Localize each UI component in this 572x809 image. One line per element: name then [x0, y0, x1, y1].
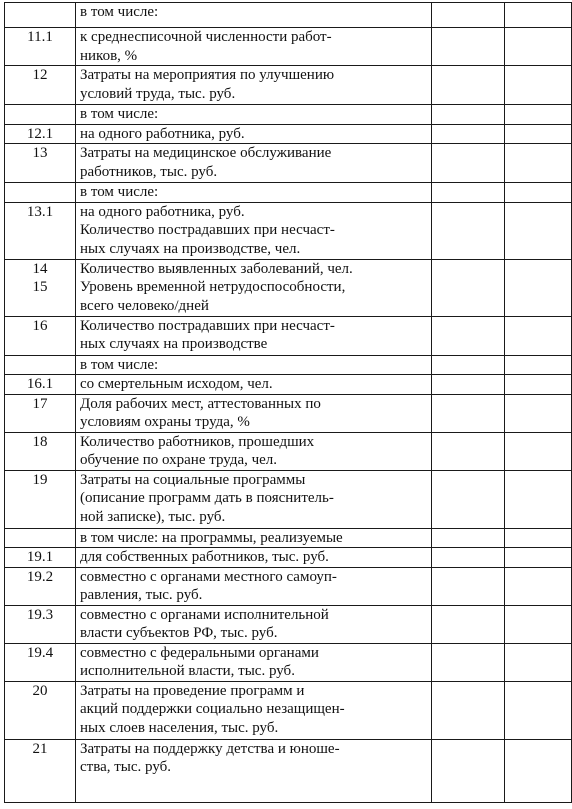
row-number-cell: 18 [5, 432, 76, 470]
row-number-cell: 21 [5, 739, 76, 802]
table-row [5, 548, 572, 568]
value-cell-2[interactable] [505, 567, 572, 605]
table-row [5, 28, 572, 66]
table-row [5, 66, 572, 105]
table-row [5, 202, 572, 259]
value-cell-2[interactable] [505, 144, 572, 183]
row-number-cell: 19.3 [5, 605, 76, 643]
table-row [5, 432, 572, 470]
value-cell-1[interactable] [432, 470, 505, 528]
value-cell-1[interactable] [432, 681, 505, 739]
value-cell-2[interactable] [505, 259, 572, 316]
indicator-name-cell: в том числе: на программы, реализуемые [76, 528, 432, 548]
value-cell-1[interactable] [432, 28, 505, 66]
row-number-cell: 13 [5, 144, 76, 183]
indicator-name-cell: Затраты на поддержку детства и юноше- ства, тыс. руб. [76, 739, 432, 802]
indicator-name-cell: совместно с органами местного самоуп- равления, тыс. руб. [76, 567, 432, 605]
row-number-cell: 19.1 [5, 548, 76, 568]
value-cell-1[interactable] [432, 643, 505, 681]
value-cell-2[interactable] [505, 28, 572, 66]
table-row [5, 259, 572, 316]
value-cell-2[interactable] [505, 394, 572, 432]
value-cell-1[interactable] [432, 124, 505, 144]
table-row [5, 124, 572, 144]
value-cell-2[interactable] [505, 105, 572, 125]
indicator-name-cell: Количество пострадавших при несчаст- ных случаях на производстве [76, 316, 432, 355]
indicator-name-cell: в том числе: [76, 355, 432, 375]
value-cell-1[interactable] [432, 144, 505, 183]
value-cell-1[interactable] [432, 605, 505, 643]
row-number-cell: 12 [5, 66, 76, 105]
indicator-name-cell: Доля рабочих мест, аттестованных по условиям охраны труда, % [76, 394, 432, 432]
indicators-table [4, 2, 572, 803]
table-row [5, 739, 572, 802]
value-cell-2[interactable] [505, 739, 572, 802]
indicator-name-cell: к среднесписочной численности работ- ников, % [76, 28, 432, 66]
row-number-cell: 13.1 [5, 202, 76, 259]
value-cell-1[interactable] [432, 316, 505, 355]
table-row [5, 394, 572, 432]
indicator-name-cell: Затраты на мероприятия по улучшению условий труда, тыс. руб. [76, 66, 432, 105]
indicator-name-cell: Количество работников, прошедших обучение по охране труда, чел. [76, 432, 432, 470]
value-cell-2[interactable] [505, 605, 572, 643]
value-cell-1[interactable] [432, 739, 505, 802]
value-cell-1[interactable] [432, 375, 505, 395]
row-number-cell [5, 3, 76, 28]
value-cell-2[interactable] [505, 375, 572, 395]
row-number-cell: 19 [5, 470, 76, 528]
value-cell-1[interactable] [432, 66, 505, 105]
table-row [5, 183, 572, 203]
value-cell-1[interactable] [432, 183, 505, 203]
indicator-name-cell: совместно с федеральными органами исполнительной власти, тыс. руб. [76, 643, 432, 681]
table-row [5, 3, 572, 28]
value-cell-1[interactable] [432, 355, 505, 375]
indicator-name-cell: Затраты на социальные программы (описание программ дать в пояснитель- ной записке), тыс. руб. [76, 470, 432, 528]
value-cell-1[interactable] [432, 259, 505, 316]
table-row [5, 681, 572, 739]
row-number-cell [5, 105, 76, 125]
value-cell-1[interactable] [432, 567, 505, 605]
table-row [5, 375, 572, 395]
value-cell-2[interactable] [505, 316, 572, 355]
value-cell-1[interactable] [432, 105, 505, 125]
value-cell-2[interactable] [505, 548, 572, 568]
value-cell-2[interactable] [505, 66, 572, 105]
table-row [5, 105, 572, 125]
value-cell-1[interactable] [432, 528, 505, 548]
indicator-name-cell: в том числе: [76, 105, 432, 125]
row-number-cell [5, 183, 76, 203]
indicator-name-cell: Затраты на проведение программ и акций поддержки социально незащищен- ных слоев населения, тыс. руб. [76, 681, 432, 739]
value-cell-2[interactable] [505, 3, 572, 28]
value-cell-2[interactable] [505, 528, 572, 548]
value-cell-1[interactable] [432, 432, 505, 470]
row-number-cell: 17 [5, 394, 76, 432]
table-row [5, 355, 572, 375]
value-cell-1[interactable] [432, 202, 505, 259]
value-cell-2[interactable] [505, 643, 572, 681]
indicators-table-body [5, 3, 572, 803]
row-number-cell [5, 355, 76, 375]
row-number-cell: 12.1 [5, 124, 76, 144]
value-cell-1[interactable] [432, 548, 505, 568]
row-number-cell: 16.1 [5, 375, 76, 395]
row-number-cell: 14 15 [5, 259, 76, 316]
row-number-cell: 19.2 [5, 567, 76, 605]
table-row [5, 316, 572, 355]
table-row [5, 528, 572, 548]
indicator-name-cell: со смертельным исходом, чел. [76, 375, 432, 395]
table-row [5, 605, 572, 643]
table-row [5, 643, 572, 681]
indicator-name-cell: для собственных работников, тыс. руб. [76, 548, 432, 568]
value-cell-2[interactable] [505, 355, 572, 375]
value-cell-2[interactable] [505, 124, 572, 144]
row-number-cell: 16 [5, 316, 76, 355]
row-number-cell: 11.1 [5, 28, 76, 66]
indicator-name-cell: совместно с органами исполнительной власти субъектов РФ, тыс. руб. [76, 605, 432, 643]
table-row [5, 470, 572, 528]
indicator-name-cell: в том числе: [76, 183, 432, 203]
value-cell-2[interactable] [505, 202, 572, 259]
value-cell-2[interactable] [505, 470, 572, 528]
row-number-cell: 20 [5, 681, 76, 739]
value-cell-1[interactable] [432, 394, 505, 432]
value-cell-2[interactable] [505, 432, 572, 470]
row-number-cell [5, 528, 76, 548]
indicator-name-cell: на одного работника, руб. [76, 124, 432, 144]
value-cell-2[interactable] [505, 681, 572, 739]
indicator-name-cell: на одного работника, руб. Количество пострадавших при несчаст- ных случаях на производстве, чел. [76, 202, 432, 259]
indicator-name-cell: Затраты на медицинское обслуживание работников, тыс. руб. [76, 144, 432, 183]
indicator-name-cell: Количество выявленных заболеваний, чел. Уровень временной нетрудоспособности, всего человеко/дней [76, 259, 432, 316]
indicator-name-cell: в том числе: [76, 3, 432, 28]
value-cell-2[interactable] [505, 183, 572, 203]
table-row [5, 144, 572, 183]
row-number-cell: 19.4 [5, 643, 76, 681]
value-cell-1[interactable] [432, 3, 505, 28]
table-row [5, 567, 572, 605]
